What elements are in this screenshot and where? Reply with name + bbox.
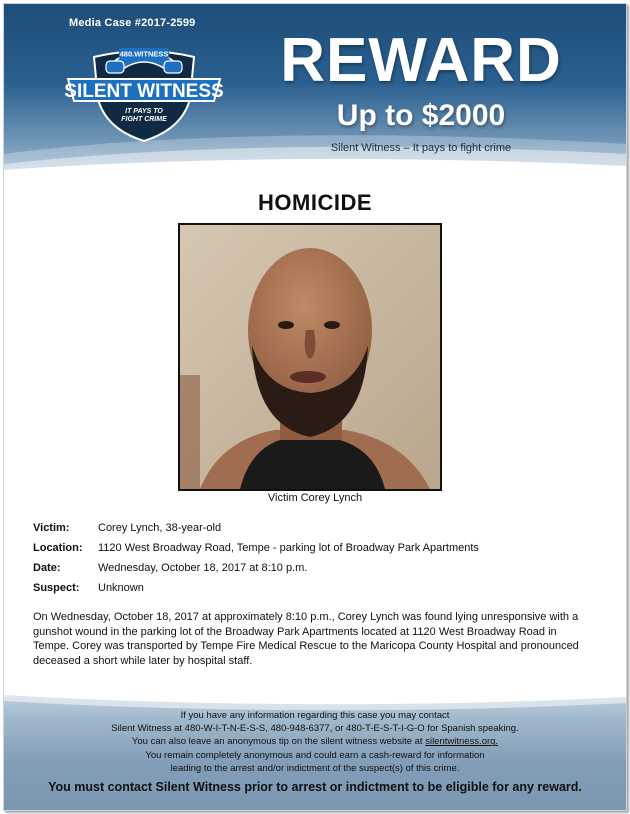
crime-title: HOMICIDE <box>258 190 372 215</box>
victim-portrait-image <box>180 225 440 489</box>
detail-label: Victim: <box>33 522 70 534</box>
detail-row-victim <box>33 518 593 538</box>
svg-text:IT PAYS TO: IT PAYS TO <box>125 108 163 115</box>
footer-line-text: You can also leave an anonymous tip on the silent witness website at <box>131 736 426 748</box>
silent-witness-logo <box>64 37 224 145</box>
detail-label: Location: <box>33 542 83 554</box>
footer-line: leading to the arrest and/or indictment of the suspect(s) of this crime. <box>170 762 460 774</box>
header-banner <box>4 4 626 179</box>
media-case-number: Media Case #2017-2599 <box>69 17 196 29</box>
logo-top-text: 480.WITNESS <box>119 49 169 59</box>
logo-main-text: SILENT WITNESS <box>64 81 224 102</box>
detail-value: 1120 West Broadway Road, Tempe - parking lot of Broadway Park Apartments <box>98 542 479 554</box>
footer-banner <box>4 687 626 811</box>
detail-value: Corey Lynch, 38-year-old <box>98 522 222 534</box>
poster-page <box>3 3 627 811</box>
footer-warning: You must contact Silent Witness prior to arrest or indictment to be eligible for any reward. <box>48 780 582 794</box>
detail-label: Date: <box>33 562 61 574</box>
footer-line: You remain completely anonymous and could earn a cash-reward for information <box>145 749 485 761</box>
photo-caption: Victim Corey Lynch <box>267 492 363 504</box>
case-details <box>33 518 593 598</box>
footer-contact-info <box>4 709 626 775</box>
footer-line: If you have any information regarding this case you may contact <box>180 710 450 721</box>
detail-value: Wednesday, October 18, 2017 at 8:10 p.m. <box>98 562 308 574</box>
detail-row-date <box>33 558 593 578</box>
svg-text:FIGHT CRIME: FIGHT CRIME <box>121 116 167 123</box>
detail-row-location <box>33 538 593 558</box>
detail-value: Unknown <box>98 582 144 594</box>
detail-label: Suspect: <box>33 582 80 594</box>
footer-line <box>4 735 626 748</box>
reward-amount: Up to $2000 <box>336 99 506 132</box>
case-narrative: On Wednesday, October 18, 2017 at approximately 8:10 p.m., Corey Lynch was found lying unresponsive with a gunshot wound in the parking lot of the Broadway Park Apartments located at 1120 West Broadway Road in Tempe. Corey was transported by Tempe Fire Medical Rescue to the Maricopa County Hospital and pronounced deceased a short while later by hospital staff. <box>33 611 579 667</box>
victim-photo <box>178 223 442 491</box>
website-link[interactable]: silentwitness.org. <box>425 736 499 748</box>
detail-row-suspect <box>33 578 593 598</box>
footer-line: Silent Witness at 480-W-I-T-N-E-S-S, 480-948-6377, or 480-T-E-S-T-I-G-O for Spanish speaking. <box>111 723 519 735</box>
reward-title: REWARD <box>280 26 562 95</box>
header-tagline: Silent Witness – It pays to fight crime <box>330 142 512 154</box>
